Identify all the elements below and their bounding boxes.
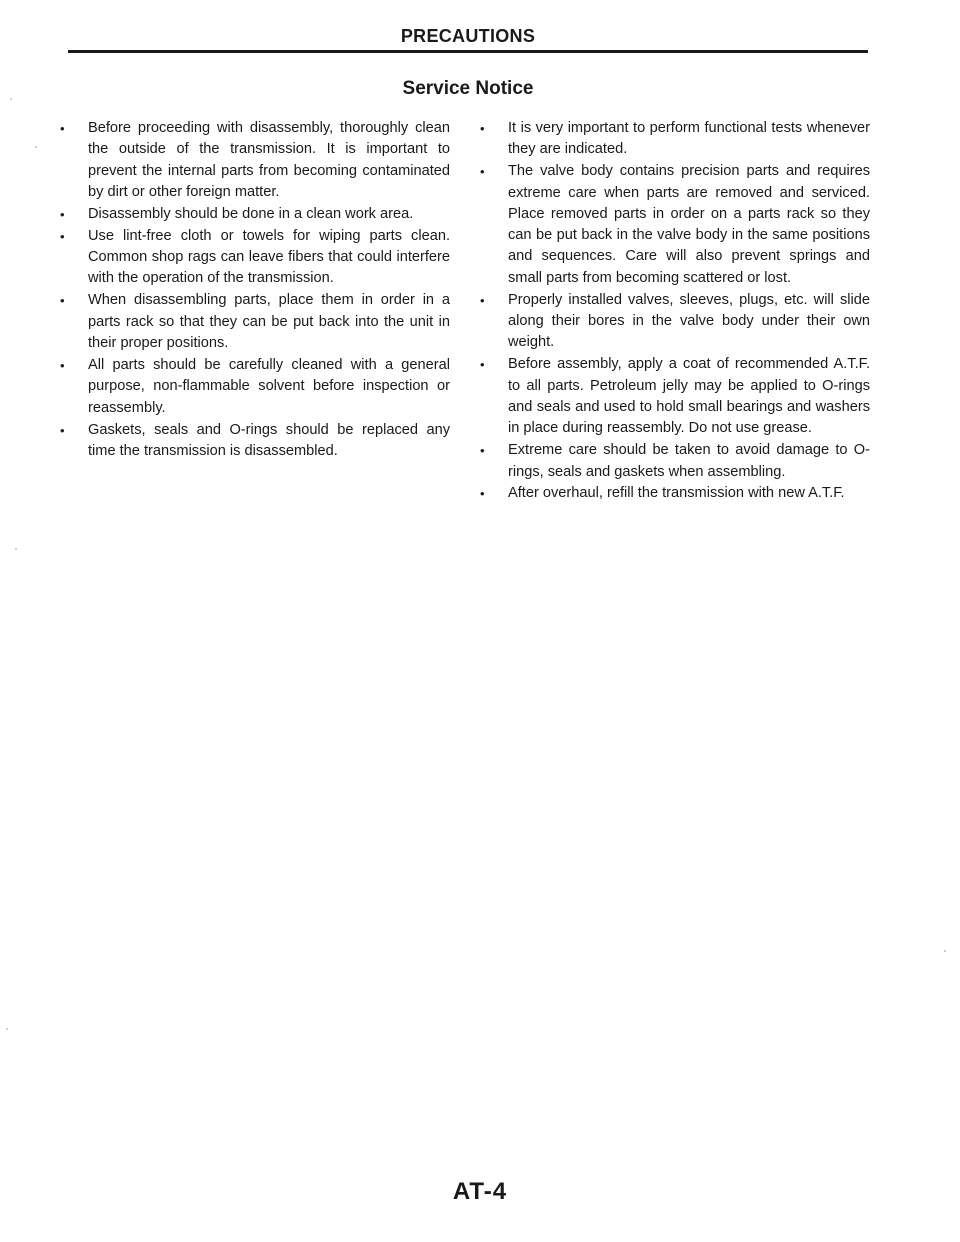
list-item: [480, 290, 870, 354]
scan-speck: [944, 950, 946, 952]
list-item: [60, 226, 450, 290]
scan-speck: [15, 548, 17, 550]
page-number: AT-4: [452, 1178, 508, 1205]
list-item: [60, 290, 450, 354]
list-item-text: After overhaul, refill the transmission with new A.T.F.: [508, 485, 845, 502]
section-title: Service Notice: [402, 78, 534, 99]
list-item-text: When disassembling parts, place them in order in a parts rack so that they can be put back into the unit in their proper positions.: [88, 292, 450, 352]
header-divider: [68, 50, 868, 53]
list-item: [480, 483, 870, 504]
bullet-icon: •: [480, 486, 485, 502]
list-item-text: Extreme care should be taken to avoid damage to O-rings, seals and gaskets when assembling.: [508, 442, 870, 480]
scan-speck: [35, 146, 37, 148]
list-item-text: Use lint-free cloth or towels for wiping parts clean. Common shop rags can leave fibers that could interfere with the operation of the transmission.: [88, 227, 450, 287]
list-item: [480, 440, 870, 483]
scan-speck: [10, 98, 12, 100]
bullet-icon: •: [60, 293, 65, 309]
bullet-icon: •: [60, 358, 65, 374]
left-column-list: [60, 118, 450, 463]
list-item-text: All parts should be carefully cleaned with a general purpose, non-flammable solvent before inspection or reassembly.: [88, 357, 450, 416]
list-item: [60, 420, 450, 463]
list-item-text: Gaskets, seals and O-rings should be replaced any time the transmission is disassembled.: [88, 421, 450, 459]
list-item: [480, 354, 870, 439]
list-item: [60, 204, 450, 225]
list-item-text: Properly installed valves, sleeves, plugs, etc. will slide along their bores in the valve body under their own weight.: [508, 291, 870, 351]
page-header-title: PRECAUTIONS: [400, 26, 536, 46]
bullet-icon: •: [60, 422, 65, 438]
list-item-text: It is very important to perform functional tests whenever they are indicated.: [508, 120, 870, 158]
bullet-icon: •: [60, 121, 65, 136]
list-item-text: Before assembly, apply a coat of recommended A.T.F. to all parts. Petroleum jelly may be applied to O-rings and seals and used to hold small bearings and washers in place during reassembly. Do not use grease.: [508, 356, 870, 437]
list-item-text: Before proceeding with disassembly, thoroughly clean the outside of the transmission. It is important to prevent the internal parts from becoming contaminated by dirt or other foreign matter.: [88, 120, 450, 200]
bullet-icon: •: [60, 228, 65, 244]
bullet-icon: •: [480, 292, 485, 308]
scan-speck: [6, 1028, 8, 1030]
right-column-list: [480, 118, 870, 505]
list-item-text: The valve body contains precision parts and requires extreme care when parts are removed and serviced. Place removed parts in order on a parts rack so they can be put back in the valve body in the same positions and sequences. Care will also prevent springs and small parts from becoming scattered or lost.: [508, 163, 870, 286]
bullet-icon: •: [480, 121, 485, 136]
list-item: [480, 118, 870, 161]
list-item-text: Disassembly should be done in a clean work area.: [88, 205, 414, 222]
bullet-icon: •: [480, 357, 485, 373]
list-item: [480, 161, 870, 289]
bullet-icon: •: [60, 206, 65, 222]
bullet-icon: •: [480, 443, 485, 459]
list-item: [60, 355, 450, 419]
list-item: [60, 118, 450, 203]
bullet-icon: •: [480, 164, 485, 180]
